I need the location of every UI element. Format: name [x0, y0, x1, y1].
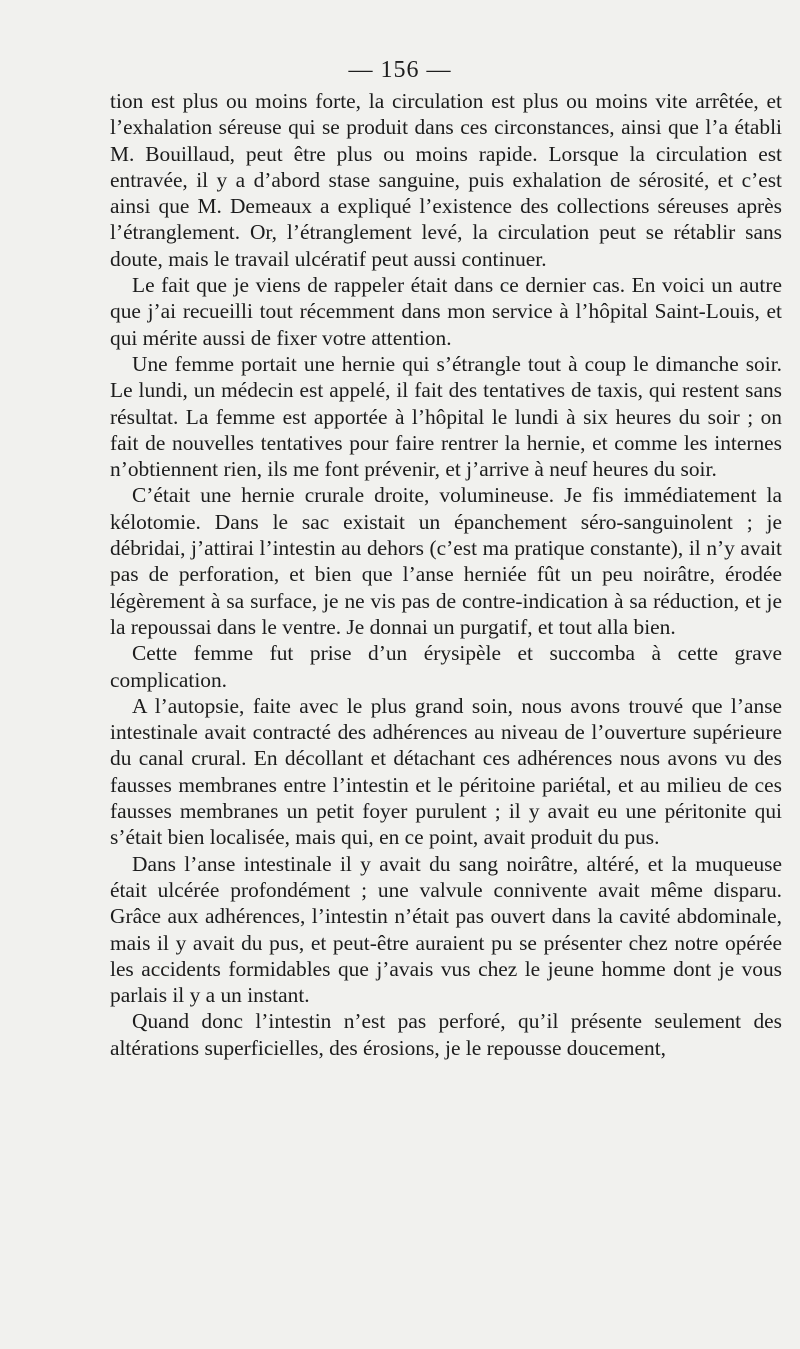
paragraph-7: Dans l’anse intestinale il y avait du sang noirâtre, altéré, et la muqueuse était ulcérée profondément ; une valvule conniventе avait même disparu. Grâce aux adhérences, l’intestin n’était pas ouvert dans la cavité abdominale, mais il y avait du pus, et peut-être auraient pu se présenter chez notre opérée les accidents formidables que j’avais vus chez le jeune homme dont je vous parlais il y a un instant.	[110, 851, 782, 1008]
paragraph-8: Quand donc l’intestin n’est pas perforé, qu’il présente seulement des altérations superficielles, des érosions, je le repousse doucement,	[110, 1009, 782, 1060]
paragraph-2: Le fait que je viens de rappeler était dans ce dernier cas. En voici un autre que j’ai recueilli tout récemment dans mon service à l’hôpital Saint-Louis, et qui mérite aussi de fixer votre attention.	[110, 273, 782, 350]
paragraph-6: A l’autopsie, faite avec le plus grand soin, nous avons trouvé que l’anse intestinale avait contracté des adhérences au niveau de l’ouverture supérieure du canal crural. En décollant et détachant ces adhérences nous avons vu des fausses membranes entre l’intestin et le péritoine pariétal, et au milieu de ces fausses membranes un petit foyer purulent ; il y avait eu une péritonite qui s’était bien localisée, mais qui, en ce point, avait produit du pus.	[110, 693, 782, 850]
page-number-header: — 156 —	[348, 57, 452, 83]
paragraph-4: C’était une hernie crurale droite, volumineuse. Je fis immédiatement la kélotomie. Dans le sac existait un épanchement séro-sanguinolent ; je débridai, j’attirai l’intestin au dehors (c’est ma pratique constante), il n’y avait pas de perforation, et bien que l’anse herniée fût un peu noirâtre, érodée légèrement à sa surface, je ne vis pas de contre-indication à sa réduction, et je la repoussai dans le ventre. Je donnai un purgatif, et tout alla bien.	[110, 483, 782, 639]
paragraph-5: Cette femme fut prise d’un érysipèle et succomba à cette grave complication.	[110, 641, 782, 692]
body-text	[110, 88, 782, 1061]
paragraph-1: tion est plus ou moins forte, la circulation est plus ou moins vite arrêtée, et l’exhalation séreuse qui se produit dans ces circonstances, ainsi que l’a établi M. Bouillaud, peut être plus ou moins rapide. Lorsque la circulation est entravée, il y a d’abord stase sanguine, puis exhalation de sérosité, et c’est ainsi que M. Demeaux a expliqué l’existence des collections séreuses après l’étranglement. Or, l’étranglement levé, la circulation peut se rétablir sans doute, mais le travail ulcératif peut aussi continuer.	[110, 89, 782, 271]
paragraph-3: Une femme portait une hernie qui s’étrangle tout à coup le dimanche soir. Le lundi, un médecin est appelé, il fait des tentatives de taxis, qui restent sans résultat. La femme est apportée à l’hôpital le lundi à six heures du soir ; on fait de nouvelles tentatives pour faire rentrer la hernie, et comme les internes n’obtiennent rien, ils me font prévenir, et j’arrive à neuf heures du soir.	[110, 351, 782, 482]
